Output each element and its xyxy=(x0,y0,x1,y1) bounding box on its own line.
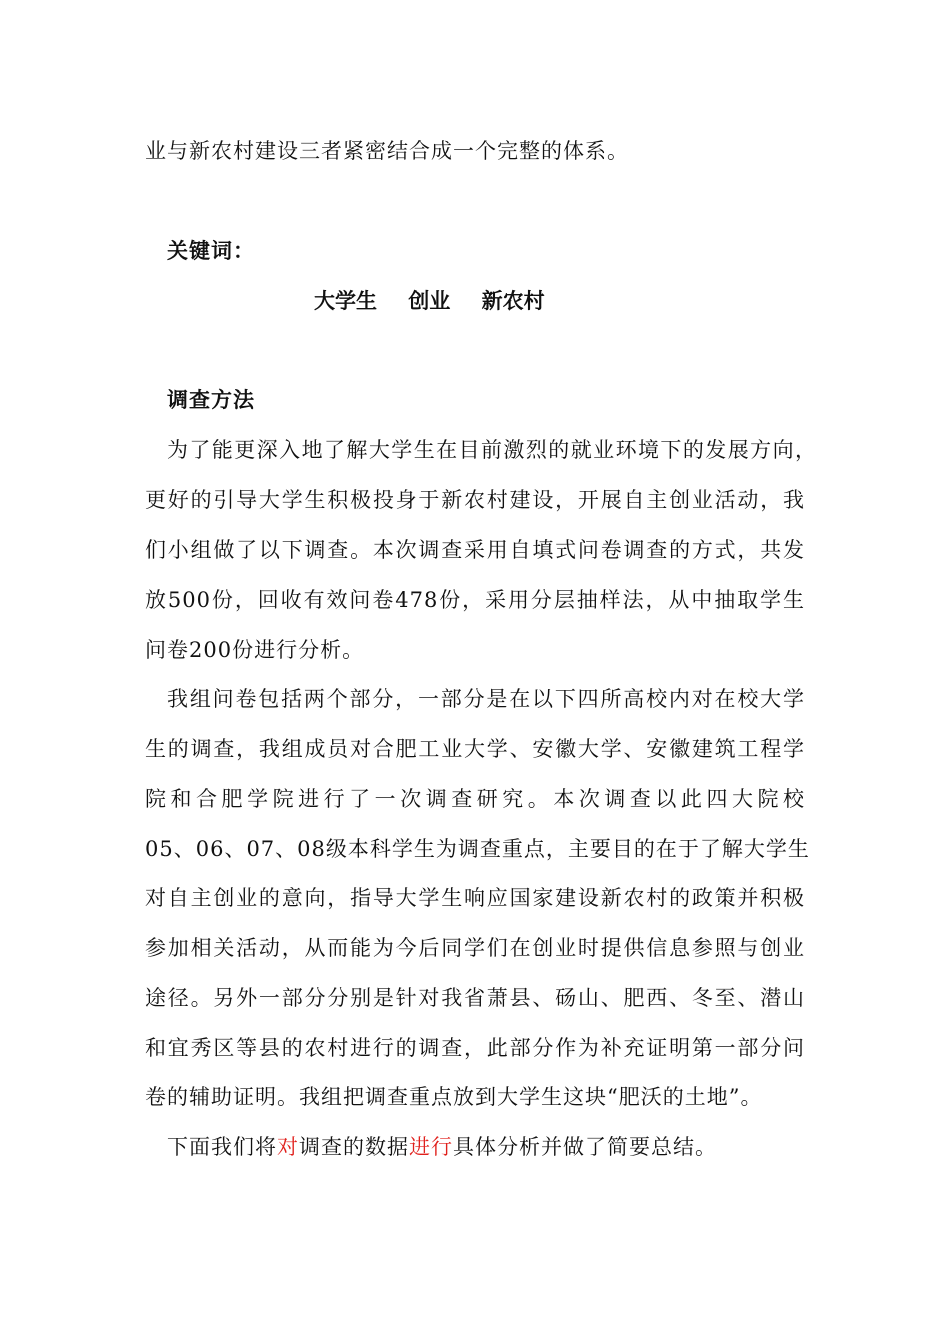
keyword-item: 新农村 xyxy=(481,288,545,313)
keywords-list xyxy=(314,287,545,315)
paragraph-line: 生的调查，我组成员对合肥工业大学、安徽大学、安徽建筑工程学 xyxy=(145,737,805,761)
paragraph-line xyxy=(167,1133,717,1161)
keywords-label: 关键词： xyxy=(167,238,255,263)
keyword-item: 大学生 xyxy=(314,288,377,313)
paragraph-line: 途径。另外一部分分别是针对我省萧县、砀山、肥西、冬至、潜山 xyxy=(145,986,805,1010)
text-run: 具体分析并做了简要总结。 xyxy=(453,1135,717,1159)
paragraph-line: 我组问卷包括两个部分，一部分是在以下四所高校内对在校大学 xyxy=(167,687,805,711)
text-run: 调查的数据 xyxy=(299,1135,409,1159)
paragraph-line: 们小组做了以下调查。本次调查采用自填式问卷调查的方式，共发 xyxy=(145,538,805,562)
keyword-item: 创业 xyxy=(408,288,451,313)
intro-line: 业与新农村建设三者紧密结合成一个完整的体系。 xyxy=(145,139,629,163)
paragraph-line: 卷的辅助证明。我组把调查重点放到大学生这块“肥沃的土地”。 xyxy=(145,1085,763,1109)
highlight-text: 对 xyxy=(277,1135,299,1159)
paragraph-line: 放500份，回收有效问卷478份，采用分层抽样法，从中抽取学生 xyxy=(145,588,805,612)
highlight-text: 进行 xyxy=(409,1135,453,1159)
paragraph-line: 对自主创业的意向，指导大学生响应国家建设新农村的政策并积极 xyxy=(145,886,805,910)
paragraph-line: 05、06、07、08级本科学生为调查重点，主要目的在于了解大学生 xyxy=(145,837,810,861)
section-heading: 调查方法 xyxy=(167,387,255,412)
paragraph-line: 和宜秀区等县的农村进行的调查，此部分作为补充证明第一部分问 xyxy=(145,1036,805,1060)
paragraph-line: 更好的引导大学生积极投身于新农村建设，开展自主创业活动，我 xyxy=(145,488,805,512)
paragraph-line: 问卷200份进行分析。 xyxy=(145,638,365,662)
paragraph-line: 院和合肥学院进行了一次调查研究。本次调查以此四大院校 xyxy=(145,787,805,811)
paragraph-line: 为了能更深入地了解大学生在目前激烈的就业环境下的发展方向， xyxy=(167,438,817,462)
text-run: 下面我们将 xyxy=(167,1135,277,1159)
paragraph-line: 参加相关活动，从而能为今后同学们在创业时提供信息参照与创业 xyxy=(145,936,805,960)
